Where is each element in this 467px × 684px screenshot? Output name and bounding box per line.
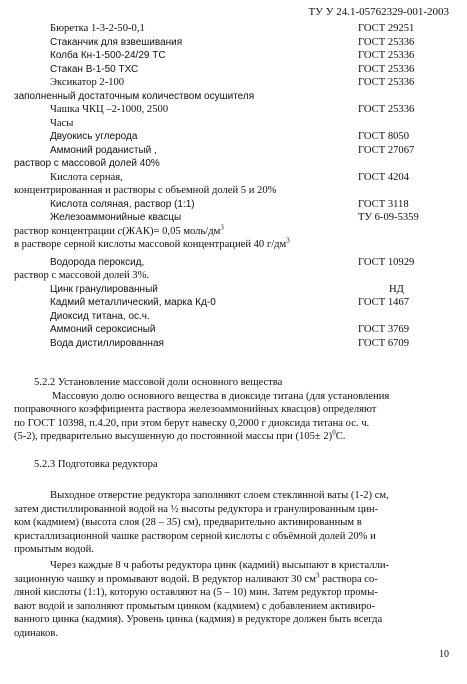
- equipment-row: [14, 269, 454, 283]
- item-standard: ГОСТ 25336: [358, 50, 415, 61]
- section-5-2-3-title: 5.2.3 Подготовка редуктора: [34, 459, 158, 470]
- item-standard: ГОСТ 25336: [358, 63, 415, 75]
- p2-line: одинаков.: [14, 627, 58, 639]
- equipment-row: [14, 157, 454, 171]
- item-standard: ГОСТ 8050: [358, 131, 410, 142]
- conc-formula: (ЖАК)= 0,05 моль/дм: [122, 225, 221, 237]
- equipment-row: [14, 184, 454, 198]
- item-name: Бюретка 1-3-2-50-0,1: [50, 23, 145, 34]
- item-standard: ГОСТ 1467: [358, 297, 410, 308]
- equipment-row: [14, 49, 454, 63]
- p2-line: ванного цинка (кадмия). Уровень цинка (кадмия) в редукторе должен быть всегда: [14, 614, 383, 626]
- equipment-list: [14, 22, 454, 350]
- item-name: заполненный достаточным количеством осушителя: [14, 90, 255, 102]
- p1-line: ком (кадмием) (высота слоя (28 – 35) см), предварительно активированным в: [14, 517, 362, 529]
- p1-line: Выходное отверстие редуктора заполняют слоем стеклянной ваты (1-2) см,: [50, 490, 389, 501]
- item-standard: ГОСТ 3769: [358, 324, 410, 335]
- p2-line: Через каждые 8 ч работы редуктора цинк (кадмий) высыпают в кристалли-: [50, 560, 390, 571]
- conc-text: раствор концентрации: [14, 225, 118, 237]
- item-name: Стаканчик для взвешивания: [50, 36, 183, 48]
- p2-line: ляной кислоты (1:1), которую оставляют на (5 – 10) мин. Затем редуктор промы-: [14, 587, 378, 599]
- item-name: концентрированная и растворы с объемной долей 5 и 20%: [14, 185, 277, 196]
- p1-line: затем дистиллированной водой на ½ высоты редуктора и гранулированным цин-: [14, 503, 379, 515]
- item-name: раствор с массовой долей 40%: [14, 158, 160, 169]
- item-standard: ГОСТ 25336: [358, 104, 415, 115]
- item-name: Колба Кн-1-500-24/29 ТС: [50, 50, 166, 61]
- item-standard: ГОСТ 4204: [358, 171, 410, 183]
- equipment-row: [14, 211, 454, 225]
- equipment-row: [14, 256, 454, 270]
- section-5-2-2-title: 5.2.2 Установление массовой доли основного вещества: [34, 377, 283, 388]
- item-name: Аммоний сероксисный: [50, 324, 156, 335]
- p2-line: вают водой и заполняют промытым цинком (кадмием) с добавлением активиро-: [14, 600, 376, 612]
- section-5-2-2: [0, 376, 467, 444]
- paragraph-1: [14, 489, 452, 557]
- item-name: Кадмий металлический, марка Кд-0: [50, 297, 216, 308]
- equipment-row: [14, 337, 454, 351]
- item-name: Диоксид титана, ос.ч.: [50, 310, 150, 322]
- item-name: Водорода пероксид,: [50, 256, 145, 268]
- item-standard: ГОСТ 25336: [358, 77, 415, 88]
- item-name: Железоаммонийные квасцы: [50, 212, 182, 223]
- equipment-row: [14, 90, 454, 104]
- section-5-2-2-line2: поправочного коэффициента раствора железоаммонийных квасцов) определяют: [14, 404, 377, 415]
- item-name: Часы: [50, 117, 74, 129]
- p1-line: кристаллизационной чашке раствором серной кислоты с объёмной долей 20% и: [14, 530, 376, 542]
- section-5-2-2-line3: по ГОСТ 10398, п.4.20, при этом берут навеску 0,2000 г диоксида титана ос. ч.: [14, 417, 370, 429]
- item-name: Цинк гранулированный: [50, 283, 158, 295]
- item-standard: ГОСТ 27067: [358, 144, 415, 156]
- item-name: Аммоний роданистый ,: [50, 144, 157, 156]
- conc2-text: в растворе серной кислоты массовой концентрацией 40 г/дм: [14, 239, 287, 250]
- equipment-row: [14, 198, 454, 212]
- item-standard: ГОСТ 6709: [358, 337, 410, 349]
- concentration-line-2: [14, 238, 454, 252]
- equipment-row: [14, 171, 454, 185]
- item-name: Кислота соляная, раствор (1:1): [50, 198, 195, 210]
- item-standard: ГОСТ 3118: [358, 198, 409, 210]
- item-standard: ТУ 6-09-5359: [358, 212, 419, 223]
- item-name: Двуокись углерода: [50, 131, 138, 142]
- concentration-line: [14, 222, 454, 239]
- conc2-exp: 3: [286, 236, 290, 245]
- section-5-2-3: [0, 458, 467, 472]
- equipment-row: [14, 117, 454, 131]
- section-5-2-2-line1: Массовую долю основного вещества в диоксиде титана (для установления: [52, 390, 390, 402]
- equipment-row: [14, 296, 454, 310]
- page-number: 10: [439, 649, 449, 660]
- paragraph-2: [14, 559, 452, 641]
- conc-exp: 3: [220, 222, 224, 231]
- section-5-2-2-line4: (5-2), предварительно высушенную до постоянной массы при $(105\pm 2)^0С$.: [14, 428, 346, 442]
- equipment-list-part2: [14, 256, 454, 351]
- equipment-row: [14, 22, 454, 36]
- equipment-row: [14, 63, 454, 77]
- equipment-list-part1: [14, 22, 454, 225]
- equipment-row: [14, 144, 454, 158]
- equipment-row: [14, 36, 454, 50]
- doc-header: ТУ У 24.1-05762329-001-2003: [308, 6, 449, 18]
- item-name: раствор с массовой долей 3%.: [14, 270, 150, 281]
- item-name: Кислота серная,: [50, 171, 123, 183]
- conc-c: c: [117, 225, 123, 237]
- equipment-row: [14, 323, 454, 337]
- item-standard: НД: [389, 283, 404, 295]
- p1-line: промытым водой.: [14, 544, 94, 556]
- item-standard: ГОСТ 25336: [358, 36, 415, 48]
- p2-line: зационную чашку и промывают водой. В редуктор наливают 30 $см^3$ раствора со-: [14, 571, 378, 585]
- item-standard: ГОСТ 29251: [358, 23, 415, 34]
- item-name: Стакан В-1-50 ТХС: [50, 63, 139, 75]
- equipment-row: [14, 130, 454, 144]
- item-standard: ГОСТ 10929: [358, 256, 415, 268]
- equipment-row: [14, 310, 454, 324]
- item-name: Вода дистиллированная: [50, 337, 164, 349]
- item-name: Чашка ЧКЦ –2-1000, 2500: [50, 104, 169, 115]
- equipment-row: [14, 283, 454, 297]
- equipment-row: [14, 103, 454, 117]
- equipment-row: [14, 76, 454, 90]
- item-name: Эксикатор 2-100: [50, 77, 125, 88]
